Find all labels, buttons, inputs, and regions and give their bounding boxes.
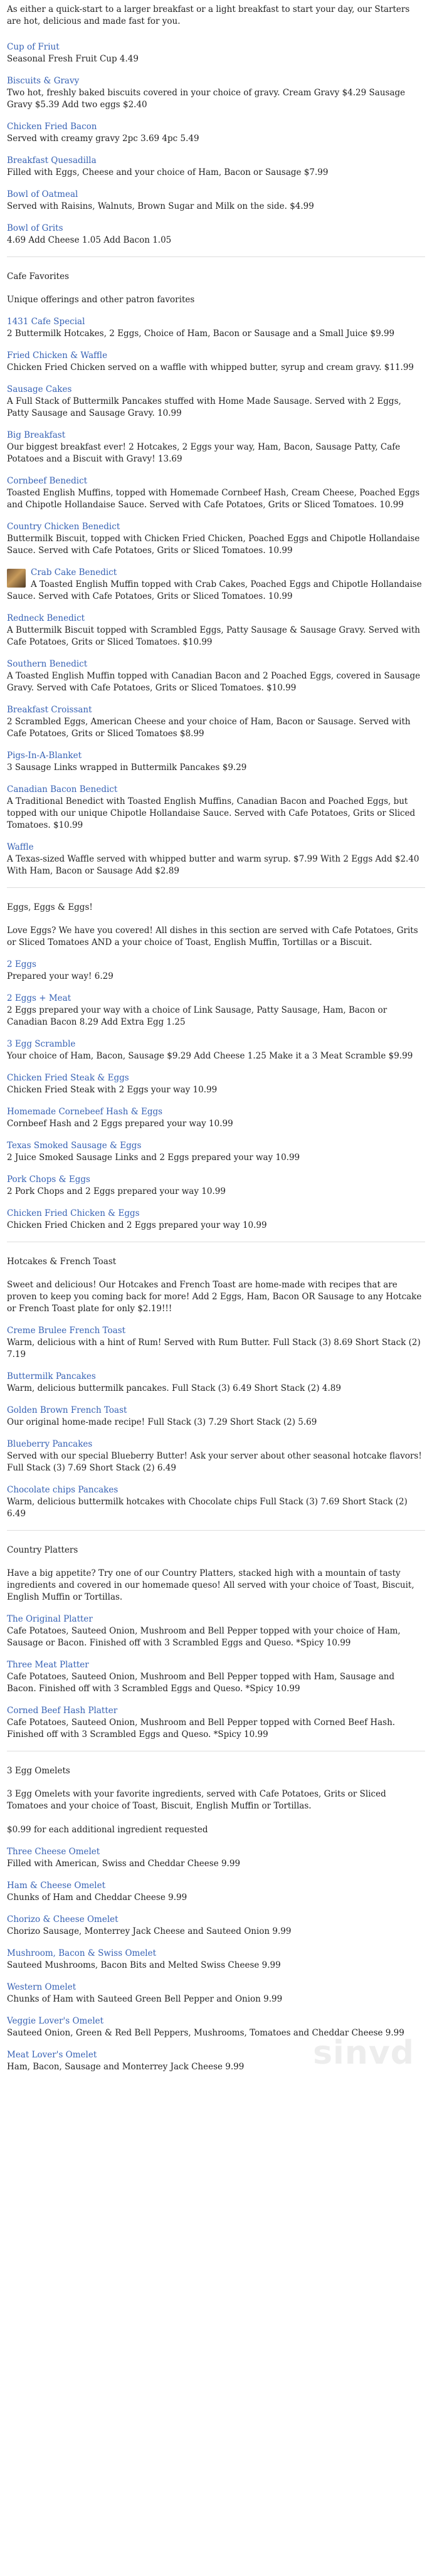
- menu-item-description: A Texas-sized Waffle served with whipped butter and warm syrup. $7.99 With 2 Eggs Add $2.40 With Ham, Bacon or Sausage Add $2.89: [7, 854, 419, 876]
- menu-item: [7, 750, 425, 774]
- menu-item-description: Warm, delicious with a hint of Rum! Served with Rum Butter. Full Stack (3) 8.69 Short Stack (2) 7.19: [7, 1338, 421, 1359]
- menu-item: [7, 842, 425, 877]
- menu-item-name[interactable]: Chicken Fried Chicken & Eggs: [7, 1208, 140, 1218]
- menu-item-description: Served with creamy gravy 2pc 3.69 4pc 5.49: [7, 134, 199, 144]
- menu-item-name[interactable]: Pork Chops & Eggs: [7, 1175, 90, 1185]
- menu-item-name[interactable]: Fried Chicken & Waffle: [7, 351, 108, 361]
- menu-item: [7, 1484, 425, 1520]
- section-title: Country Platters: [7, 1545, 78, 1555]
- menu-item: [7, 430, 425, 465]
- menu-section: [7, 1242, 425, 1520]
- menu-item: [7, 1140, 425, 1164]
- menu-item-description: Cafe Potatoes, Sauteed Onion, Mushroom and Bell Pepper topped with your choice of Ham, Sausage or Bacon. Finished off with 3 Scrambled Eggs and Queso. *Spicy 10.99: [7, 1626, 401, 1648]
- menu-item-description: Cornbeef Hash and 2 Eggs prepared your way 10.99: [7, 1119, 233, 1129]
- menu-item-name[interactable]: 1431 Cafe Special: [7, 317, 85, 327]
- section-title: Eggs, Eggs & Eggs!: [7, 902, 93, 912]
- starters-intro: As either a quick-start to a larger breakfast or a light breakfast to start your day, our Starters are hot, delicious and made fast for you.: [7, 4, 410, 26]
- section-description: Love Eggs? We have you covered! All dishes in this section are served with Cafe Potatoes, Grits or Sliced Tomatoes AND a your choice of Toast, English Muffin, Tortillas or a Biscuit.: [7, 926, 418, 948]
- menu-item-description: A Full Stack of Buttermilk Pancakes stuffed with Home Made Sausage. Served with 2 Eggs, Patty Sausage and Sausage Gravy. 10.99: [7, 396, 401, 418]
- menu-item: [7, 316, 425, 340]
- menu-item-description: Your choice of Ham, Bacon, Sausage $9.29 Add Cheese 1.25 Make it a 3 Meat Scramble $9.99: [7, 1051, 413, 1061]
- menu-item: [7, 521, 425, 557]
- menu-section: [7, 1751, 425, 2073]
- menu-item: [7, 1982, 425, 2005]
- menu-item: [7, 658, 425, 694]
- menu-item: [7, 350, 425, 374]
- menu-item: [7, 75, 425, 111]
- menu-item: [7, 1438, 425, 1474]
- menu-item: [7, 384, 425, 420]
- menu-item-description: Toasted English Muffins, topped with Homemade Cornbeef Hash, Cream Cheese, Poached Eggs and Chipotle Hollandaise Sauce. Served with Cafe Potatoes, Grits or Sliced Tomatoes. 10.99: [7, 488, 420, 510]
- menu-item-name[interactable]: Canadian Bacon Benedict: [7, 784, 118, 794]
- menu-item: [7, 1325, 425, 1361]
- section-title: 3 Egg Omelets: [7, 1766, 70, 1776]
- menu-item-name[interactable]: Blueberry Pancakes: [7, 1439, 93, 1449]
- menu-item: [7, 1405, 425, 1428]
- menu-item-name[interactable]: Chorizo & Cheese Omelet: [7, 1914, 119, 1924]
- menu-item: [7, 1072, 425, 1096]
- menu-item-description: Sauteed Onion, Green & Red Bell Peppers, Mushrooms, Tomatoes and Cheddar Cheese 9.99: [7, 2028, 404, 2038]
- menu-item-name[interactable]: Bowl of Grits: [7, 223, 63, 233]
- menu-item-name[interactable]: 3 Egg Scramble: [7, 1039, 76, 1049]
- menu-item-name[interactable]: The Original Platter: [7, 1614, 93, 1624]
- menu-item-description: Cafe Potatoes, Sauteed Onion, Mushroom and Bell Pepper topped with Corned Beef Hash. Finished off with 3 Scrambled Eggs and Queso. *Spicy 10.99: [7, 1718, 396, 1739]
- menu-item-description: Served with Raisins, Walnuts, Brown Sugar and Milk on the side. $4.99: [7, 201, 314, 211]
- watermark-logo: sinvd: [313, 2034, 414, 2072]
- menu-item-name[interactable]: Breakfast Croissant: [7, 705, 92, 715]
- menu-section: [7, 256, 425, 877]
- menu-section: [7, 1530, 425, 1741]
- menu-item-name[interactable]: Cup of Friut: [7, 42, 60, 52]
- menu-item: [7, 1106, 425, 1130]
- menu-item-description: 2 Scrambled Eggs, American Cheese and your choice of Ham, Bacon or Sausage. Served with Cafe Potatoes, Grits or Sliced Tomatoes $8.99: [7, 717, 411, 739]
- menu-item: [7, 1659, 425, 1695]
- menu-item: [7, 784, 425, 831]
- menu-item-description: A Traditional Benedict with Toasted English Muffins, Canadian Bacon and Poached Eggs, but topped with our unique Chipotle Hollandaise Sauce. Served with Cafe Potatoes, Grits or Sliced Tomatoes. $10.99: [7, 796, 416, 830]
- menu-item: [7, 189, 425, 213]
- menu-item: [7, 121, 425, 145]
- menu-item: [7, 1174, 425, 1198]
- menu-item-description: Prepared your way! 6.29: [7, 971, 113, 981]
- menu-item-description: Filled with Eggs, Cheese and your choice of Ham, Bacon or Sausage $7.99: [7, 167, 329, 177]
- menu-item-description: Seasonal Fresh Fruit Cup 4.49: [7, 54, 139, 64]
- menu-item-description: 4.69 Add Cheese 1.05 Add Bacon 1.05: [7, 235, 172, 245]
- menu-item: [7, 1613, 425, 1649]
- menu-item-name[interactable]: Waffle: [7, 842, 34, 852]
- menu-item-name[interactable]: Ham & Cheese Omelet: [7, 1881, 106, 1891]
- menu-item: [7, 223, 425, 246]
- section-divider: [7, 887, 425, 888]
- menu-item-description: Chorizo Sausage, Monterrey Jack Cheese and Sauteed Onion 9.99: [7, 1926, 292, 1936]
- menu-item-name[interactable]: Meat Lover's Omelet: [7, 2050, 97, 2060]
- menu-item-name[interactable]: Buttermilk Pancakes: [7, 1371, 96, 1381]
- menu-item: [7, 993, 425, 1028]
- menu-item-description: Warm, delicious buttermilk pancakes. Full Stack (3) 6.49 Short Stack (2) 4.89: [7, 1383, 341, 1393]
- menu-item-description: 2 Eggs prepared your way with a choice of Link Sausage, Patty Sausage, Ham, Bacon or Canadian Bacon 8.29 Add Extra Egg 1.25: [7, 1005, 387, 1027]
- menu-item-name[interactable]: Crab Cake Benedict: [31, 567, 117, 578]
- menu-item-description: Chicken Fried Chicken served on a waffle with whipped butter, syrup and cream gravy. $11.99: [7, 362, 414, 372]
- menu-item: [7, 155, 425, 179]
- menu-item-name[interactable]: 2 Eggs: [7, 959, 36, 969]
- menu-item-name[interactable]: Texas Smoked Sausage & Eggs: [7, 1141, 142, 1151]
- menu-item-description: A Toasted English Muffin topped with Crab Cakes, Poached Eggs and Chipotle Hollandaise Sauce. Served with Cafe Potatoes, Grits or Sliced Tomatoes. 10.99: [7, 579, 422, 601]
- menu-section: [7, 887, 425, 1232]
- menu-item-description: A Buttermilk Biscuit topped with Scrambled Eggs, Patty Sausage & Sausage Gravy. Served with Cafe Potatoes, Grits or Sliced Tomatoes. $10.99: [7, 625, 420, 647]
- menu-item-description: Buttermilk Biscuit, topped with Chicken Fried Chicken, Poached Eggs and Chipotle Hollandaise Sauce. Served with Cafe Potatoes, Grits or Sliced Tomatoes. 10.99: [7, 534, 420, 556]
- menu-item: [7, 1705, 425, 1741]
- menu-item-description: Ham, Bacon, Sausage and Monterrey Jack Cheese 9.99: [7, 2062, 245, 2072]
- menu-item-name[interactable]: Chocolate chips Pancakes: [7, 1485, 119, 1495]
- menu-item-name[interactable]: Homemade Cornebeef Hash & Eggs: [7, 1107, 163, 1117]
- menu-item-name[interactable]: Chicken Fried Bacon: [7, 122, 97, 132]
- menu-item-description: Chicken Fried Steak with 2 Eggs your way 10.99: [7, 1085, 218, 1095]
- menu-item-description: 2 Pork Chops and 2 Eggs prepared your way 10.99: [7, 1186, 226, 1196]
- menu-item-description: Our original home-made recipe! Full Stack (3) 7.29 Short Stack (2) 5.69: [7, 1417, 317, 1427]
- menu-item-name[interactable]: Western Omelet: [7, 1982, 76, 1992]
- menu-item-name[interactable]: Breakfast Quesadilla: [7, 156, 97, 166]
- menu-item-name[interactable]: Pigs-In-A-Blanket: [7, 751, 82, 761]
- menu-item-description: Chicken Fried Chicken and 2 Eggs prepared your way 10.99: [7, 1220, 267, 1230]
- menu-item-name[interactable]: Big Breakfast: [7, 430, 66, 440]
- item-photo-thumbnail[interactable]: [7, 569, 26, 588]
- menu-item: [7, 1038, 425, 1062]
- menu-item-name[interactable]: Country Chicken Benedict: [7, 522, 120, 532]
- menu-item-description: 3 Sausage Links wrapped in Buttermilk Pancakes $9.29: [7, 763, 247, 773]
- menu-item-description: Sauteed Mushrooms, Bacon Bits and Melted Swiss Cheese 9.99: [7, 1960, 281, 1970]
- menu-item: [7, 567, 425, 603]
- menu-item: [7, 613, 425, 648]
- menu-item-name[interactable]: Bowl of Oatmeal: [7, 189, 78, 199]
- menu-item-name[interactable]: Corned Beef Hash Platter: [7, 1706, 118, 1716]
- menu-item-name[interactable]: Veggie Lover's Omelet: [7, 2016, 104, 2026]
- menu-item-name[interactable]: Chicken Fried Steak & Eggs: [7, 1073, 129, 1083]
- menu-section: [7, 41, 425, 246]
- menu-item-name[interactable]: 2 Eggs + Meat: [7, 993, 71, 1003]
- menu-item-description: Two hot, freshly baked biscuits covered in your choice of gravy. Cream Gravy $4.29 Sausage Gravy $5.39 Add two eggs $2.40: [7, 88, 406, 110]
- menu-item-description: Cafe Potatoes, Sauteed Onion, Mushroom and Bell Pepper topped with Ham, Sausage and Bacon. Finished off with 3 Scrambled Eggs and Queso. *Spicy 10.99: [7, 1672, 395, 1694]
- menu-item-name[interactable]: Biscuits & Gravy: [7, 76, 80, 86]
- section-description: Unique offerings and other patron favorites: [7, 295, 195, 305]
- menu-item-name[interactable]: Three Cheese Omelet: [7, 1847, 100, 1857]
- section-divider: [7, 256, 425, 257]
- menu-item-name[interactable]: Mushroom, Bacon & Swiss Omelet: [7, 1948, 157, 1958]
- menu-item-description: Filled with American, Swiss and Cheddar Cheese 9.99: [7, 1859, 241, 1869]
- menu-item-description: 2 Juice Smoked Sausage Links and 2 Eggs prepared your way 10.99: [7, 1153, 300, 1163]
- menu-item: [7, 1880, 425, 1904]
- menu-item-description: A Toasted English Muffin topped with Canadian Bacon and 2 Poached Eggs, covered in Sausage Gravy. Served with Cafe Potatoes, Grits or Sliced Tomatoes. $10.99: [7, 671, 421, 693]
- menu-item: [7, 1371, 425, 1395]
- menu-item: [7, 41, 425, 65]
- menu-item-name[interactable]: Golden Brown French Toast: [7, 1405, 127, 1415]
- section-description: Have a big appetite? Try one of our Country Platters, stacked high with a mountain of tasty ingredients and covered in our homemade queso! All served with your choice of Toast, Biscuit, English Muffin or Tortillas.: [7, 1568, 414, 1602]
- menu-item: [7, 959, 425, 983]
- section-description: 3 Egg Omelets with your favorite ingredients, served with Cafe Potatoes, Grits or Sliced Tomatoes and your choice of Toast, Biscuit, English Muffin or Tortillas. $0.99 for each additional ingredient requested: [7, 1789, 386, 1835]
- menu-item-name[interactable]: Creme Brulee French Toast: [7, 1326, 126, 1336]
- section-title: Cafe Favorites: [7, 272, 70, 282]
- section-divider: [7, 1530, 425, 1531]
- section-title: Hotcakes & French Toast: [7, 1257, 117, 1267]
- menu-item-name[interactable]: Sausage Cakes: [7, 384, 72, 394]
- menu-item-description: Served with our special Blueberry Butter! Ask your server about other seasonal hotcake flavors! Full Stack (3) 7.69 Short Stack (2) 6.49: [7, 1451, 422, 1473]
- menu-item: [7, 1914, 425, 1938]
- menu-item: [7, 1846, 425, 1870]
- menu-item-description: Chunks of Ham and Cheddar Cheese 9.99: [7, 1892, 187, 1903]
- menu-item-description: Warm, delicious buttermilk hotcakes with Chocolate chips Full Stack (3) 7.69 Short Stack (2) 6.49: [7, 1497, 408, 1519]
- menu-item-description: 2 Buttermilk Hotcakes, 2 Eggs, Choice of Ham, Bacon or Sausage and a Small Juice $9.99: [7, 329, 395, 339]
- menu-item: [7, 704, 425, 740]
- menu-sections: [7, 41, 425, 2073]
- menu-item-name[interactable]: Southern Benedict: [7, 659, 88, 669]
- menu-item: [7, 1208, 425, 1232]
- menu-item-name[interactable]: Three Meat Platter: [7, 1660, 89, 1670]
- menu-item-name[interactable]: Cornbeef Benedict: [7, 476, 88, 486]
- menu-item-name[interactable]: Redneck Benedict: [7, 613, 85, 623]
- menu-item-description: Our biggest breakfast ever! 2 Hotcakes, 2 Eggs your way, Ham, Bacon, Sausage Patty, Cafe Potatoes and a Biscuit with Gravy! 13.69: [7, 442, 401, 464]
- section-description: Sweet and delicious! Our Hotcakes and French Toast are home-made with recipes that are proven to keep you coming back for more! Add 2 Eggs, Ham, Bacon OR Sausage to any Hotcake or French Toast plate for only $2.19!!!: [7, 1280, 422, 1314]
- menu-item: [7, 1948, 425, 1972]
- menu-item-description: Chunks of Ham with Sauteed Green Bell Pepper and Onion 9.99: [7, 1994, 283, 2004]
- menu-item: [7, 475, 425, 511]
